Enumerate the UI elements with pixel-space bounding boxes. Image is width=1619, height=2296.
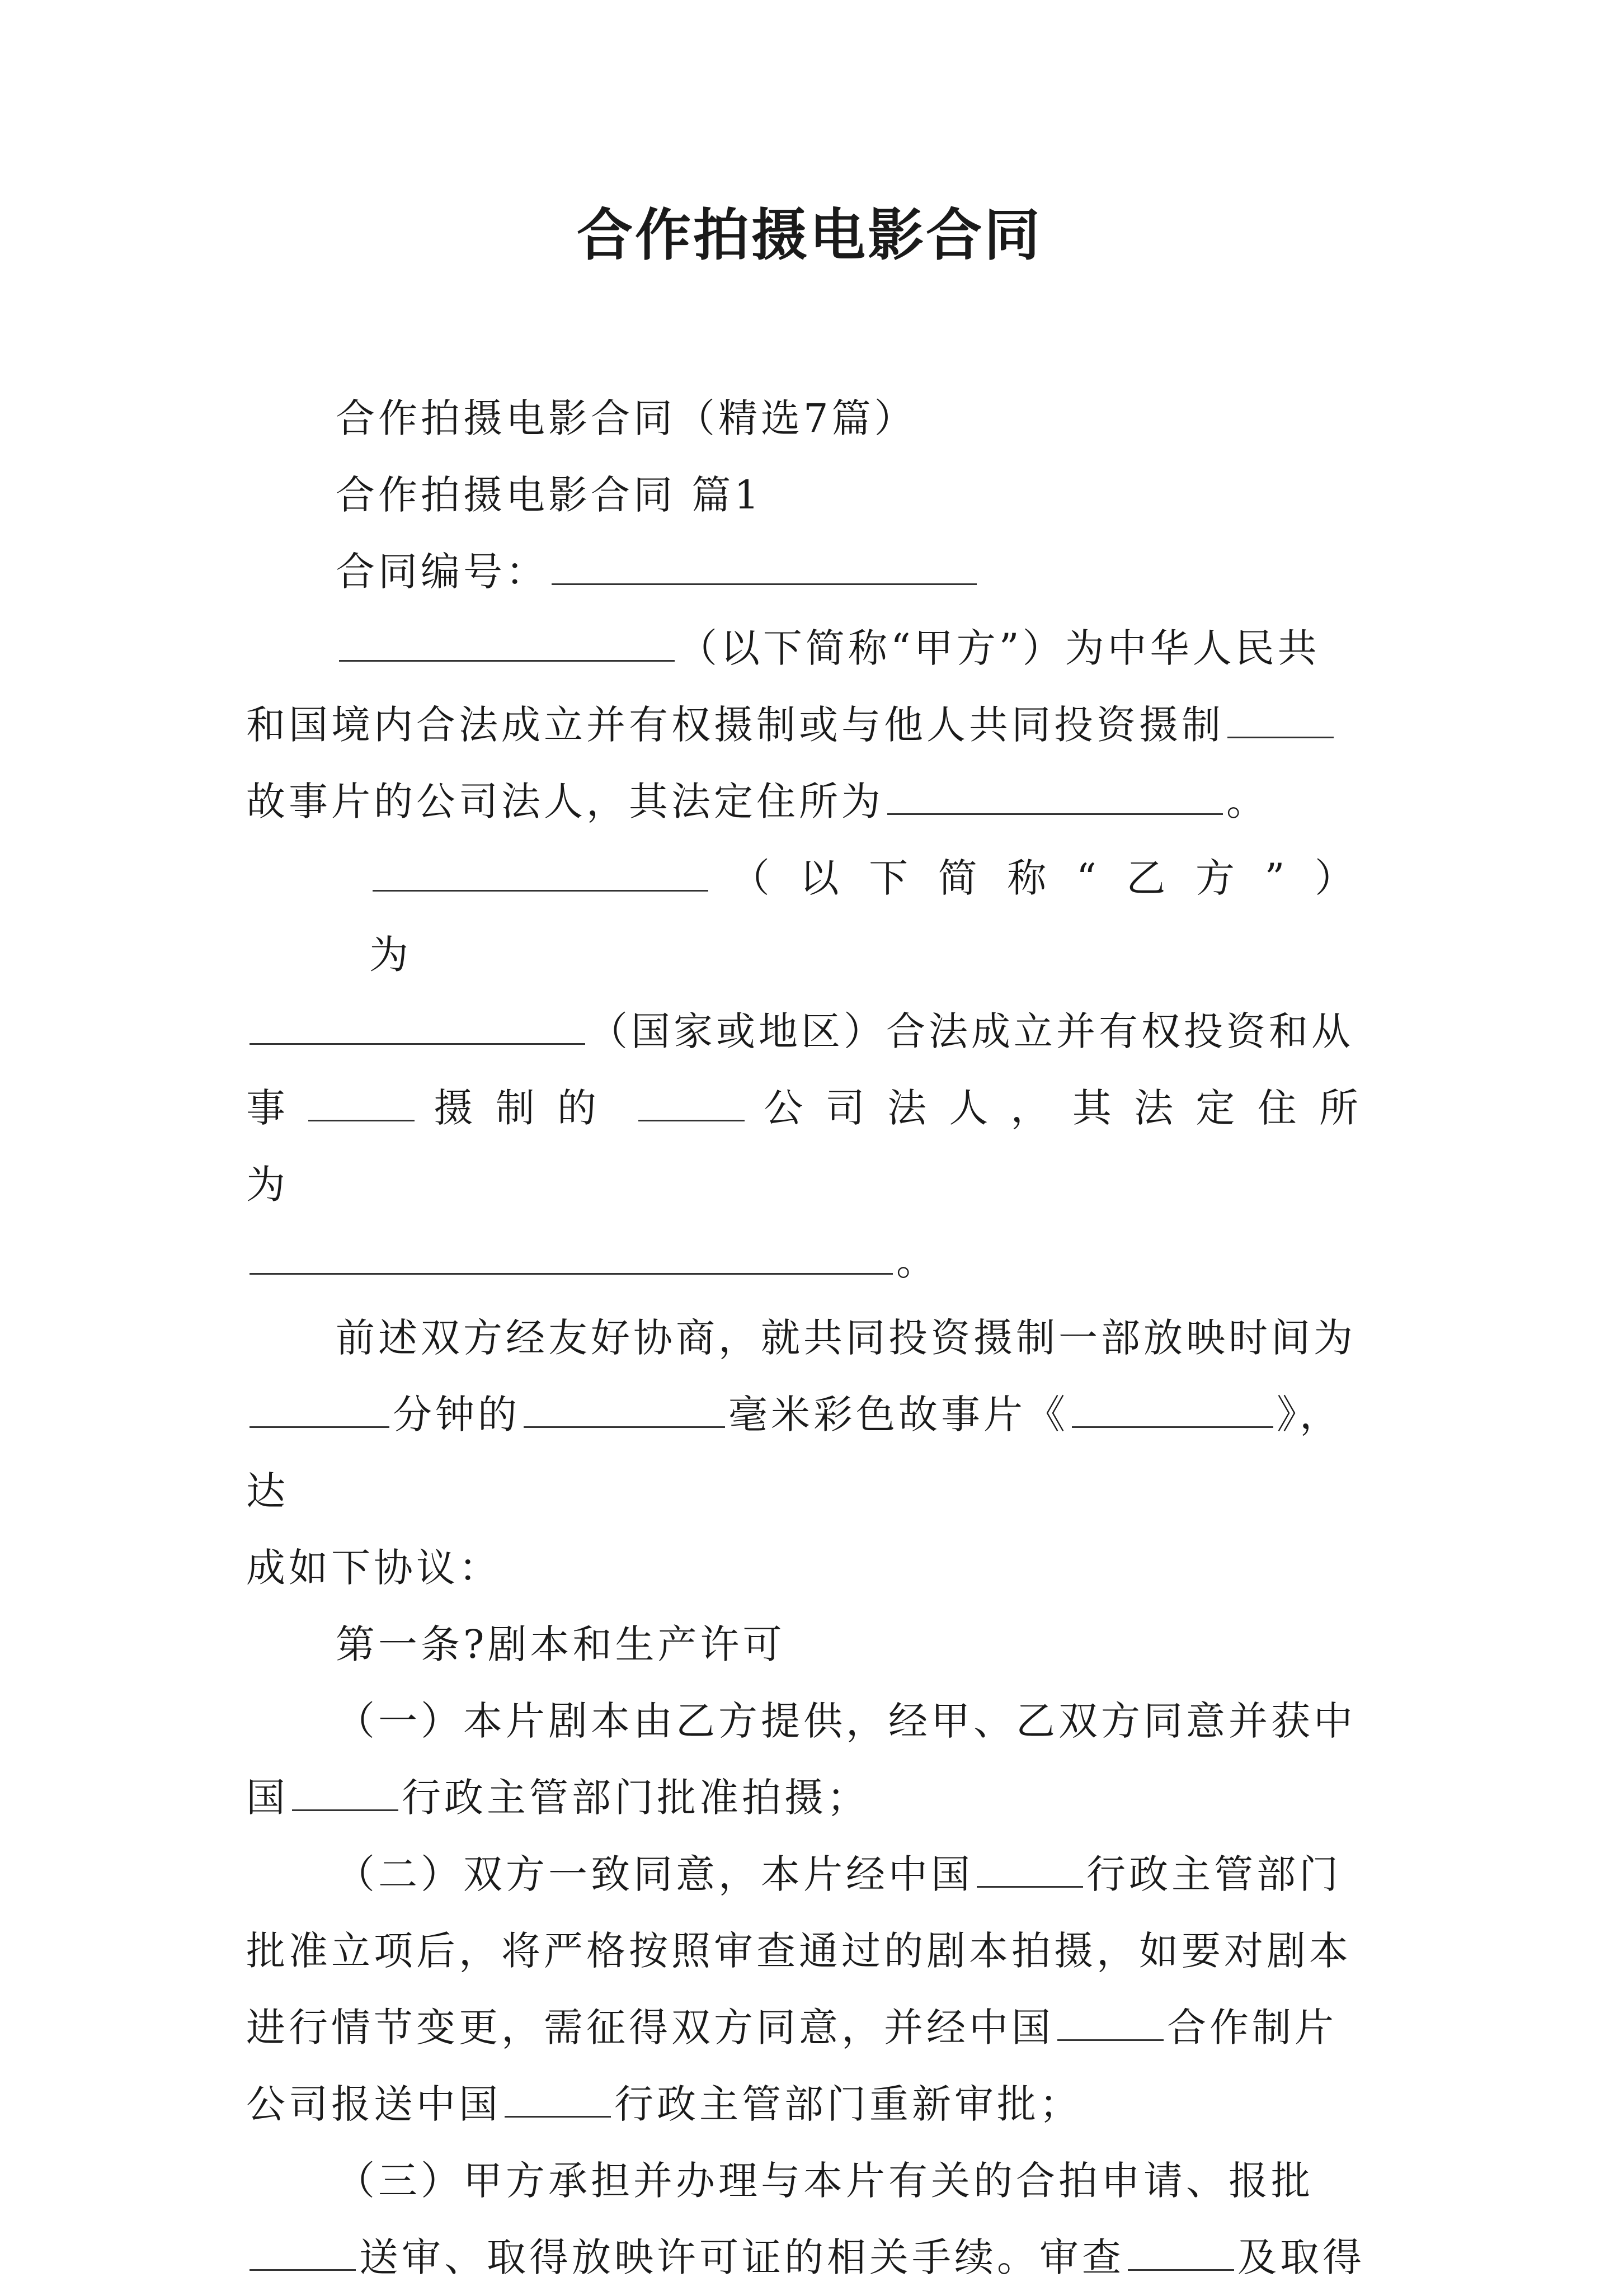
runtime-blank	[250, 1387, 389, 1428]
party-b-paragraph	[246, 840, 1381, 1300]
party-b-line-4-end: 。	[896, 1238, 939, 1284]
party-a-line-1	[246, 610, 1381, 687]
clause-2-line-4	[246, 2066, 1381, 2143]
contract-number-line	[246, 534, 1381, 610]
party-a-paragraph	[246, 610, 1381, 840]
clause-2-paragraph	[246, 1836, 1381, 2143]
clause-3-paragraph	[246, 2143, 1381, 2296]
party-b-line-1	[246, 840, 1381, 993]
party-b-line-3	[246, 1070, 1381, 1223]
clause-3-line-1	[246, 2143, 1381, 2219]
clause-3-review-blank	[1128, 2230, 1234, 2271]
party-b-region-blank	[250, 1004, 585, 1045]
article-1-heading-text: 第一条?剧本和生产许可	[336, 1621, 785, 1667]
clause-3-line-2	[246, 2219, 1381, 2296]
clause-3-line-1-text: （三）甲方承担并办理与本片有关的合拍申请、报批	[336, 2158, 1314, 2204]
clause-1-authority-blank	[292, 1770, 398, 1811]
article-1-heading	[246, 1606, 1381, 1683]
preamble-line-1-text: 前述双方经友好协商，就共同投资摄制一部放映时间为	[336, 1315, 1356, 1361]
party-a-address-blank	[887, 774, 1223, 815]
party-b-line-2-text: （国家或地区）合法成立并有权投资和从	[589, 1008, 1354, 1054]
clause-2-line-2	[246, 1913, 1381, 1989]
party-a-line-2	[246, 687, 1381, 763]
party-a-line-1-text: （以下简称“甲方”）为中华人民共	[678, 625, 1320, 671]
part-heading	[246, 457, 1381, 534]
clause-1-line-2-a: 国	[246, 1775, 289, 1821]
party-a-line-3	[246, 763, 1381, 840]
party-b-line-3-c: 公司法人，其法定住所为	[246, 1085, 1381, 1208]
party-b-line-1-text: （以下简称“乙方”）为	[369, 855, 1381, 978]
document-title: 合作拍摄电影合同	[577, 202, 1042, 268]
clause-1-paragraph	[246, 1683, 1381, 1836]
clause-1-line-2-b: 行政主管部门批准拍摄；	[402, 1775, 869, 1821]
preamble-line-2	[246, 1376, 1381, 1530]
clause-2-authority-blank	[977, 1847, 1083, 1888]
film-title-blank	[1072, 1387, 1273, 1428]
contract-number-label: 合同编号：	[336, 549, 548, 595]
clause-2-line-4-a: 公司报送中国	[246, 2081, 501, 2127]
preamble-paragraph	[246, 1300, 1381, 1606]
party-b-line-3-b: 摄制的	[434, 1085, 619, 1131]
clause-3-line-2-b: 及取得	[1237, 2234, 1365, 2280]
preamble-line-3-text: 成如下协议：	[246, 1545, 501, 1591]
party-b-business-blank	[308, 1081, 415, 1121]
preamble-line-2-a: 分钟的	[393, 1392, 520, 1437]
party-a-line-2-text: 和国境内合法成立并有权摄制或与他人共同投资摄制	[246, 702, 1224, 748]
film-gauge-blank	[524, 1387, 725, 1428]
party-b-line-2	[246, 993, 1381, 1070]
preamble-line-3	[246, 1530, 1381, 1606]
preamble-line-2-c: 》，达	[246, 1392, 1342, 1514]
clause-2-line-1-b: 行政主管部门	[1086, 1851, 1342, 1897]
clause-2-line-1	[246, 1836, 1381, 1913]
clause-1-line-2	[246, 1760, 1381, 1836]
party-b-line-3-a: 事	[246, 1085, 289, 1131]
party-b-type-blank	[638, 1081, 745, 1121]
clause-3-submission-blank	[250, 2230, 356, 2271]
subtitle-text: 合作拍摄电影合同（精选7篇）	[336, 395, 917, 441]
party-b-address-blank	[250, 1234, 893, 1275]
contract-number-blank	[552, 544, 977, 585]
party-a-line-3-end: 。	[1226, 779, 1269, 824]
clause-2-line-3-b: 合作制片	[1167, 2005, 1337, 2050]
clause-2-line-2-text: 批准立项后，将严格按照审查通过的剧本拍摄，如要对剧本	[246, 1928, 1352, 1974]
party-a-genre-blank	[1227, 697, 1334, 738]
party-b-name-blank	[373, 851, 708, 892]
party-a-name-blank	[339, 621, 675, 662]
clause-2-reapproval-blank	[505, 2077, 611, 2118]
subtitle-line	[246, 380, 1381, 457]
party-a-line-3-text: 故事片的公司法人，其法定住所为	[246, 779, 884, 824]
clause-2-line-3	[246, 1989, 1381, 2066]
clause-2-line-4-b: 行政主管部门重新审批；	[614, 2081, 1082, 2127]
party-b-line-4	[246, 1223, 1381, 1300]
clause-3-line-2-a: 送审、取得放映许可证的相关手续。审查	[359, 2234, 1124, 2280]
clause-1-line-1	[246, 1683, 1381, 1760]
clause-2-line-3-a: 进行情节变更，需征得双方同意，并经中国	[246, 2005, 1054, 2050]
document-body	[246, 380, 1381, 2296]
part-heading-text: 合作拍摄电影合同 篇1	[336, 472, 763, 518]
clause-2-line-1-a: （二）双方一致同意，本片经中国	[336, 1851, 973, 1897]
clause-1-line-1-text: （一）本片剧本由乙方提供，经甲、乙双方同意并获中	[336, 1698, 1356, 1744]
clause-2-coproduction-blank	[1057, 2000, 1164, 2041]
preamble-line-1	[246, 1300, 1381, 1376]
preamble-line-2-b: 毫米彩色故事片《	[728, 1392, 1069, 1437]
